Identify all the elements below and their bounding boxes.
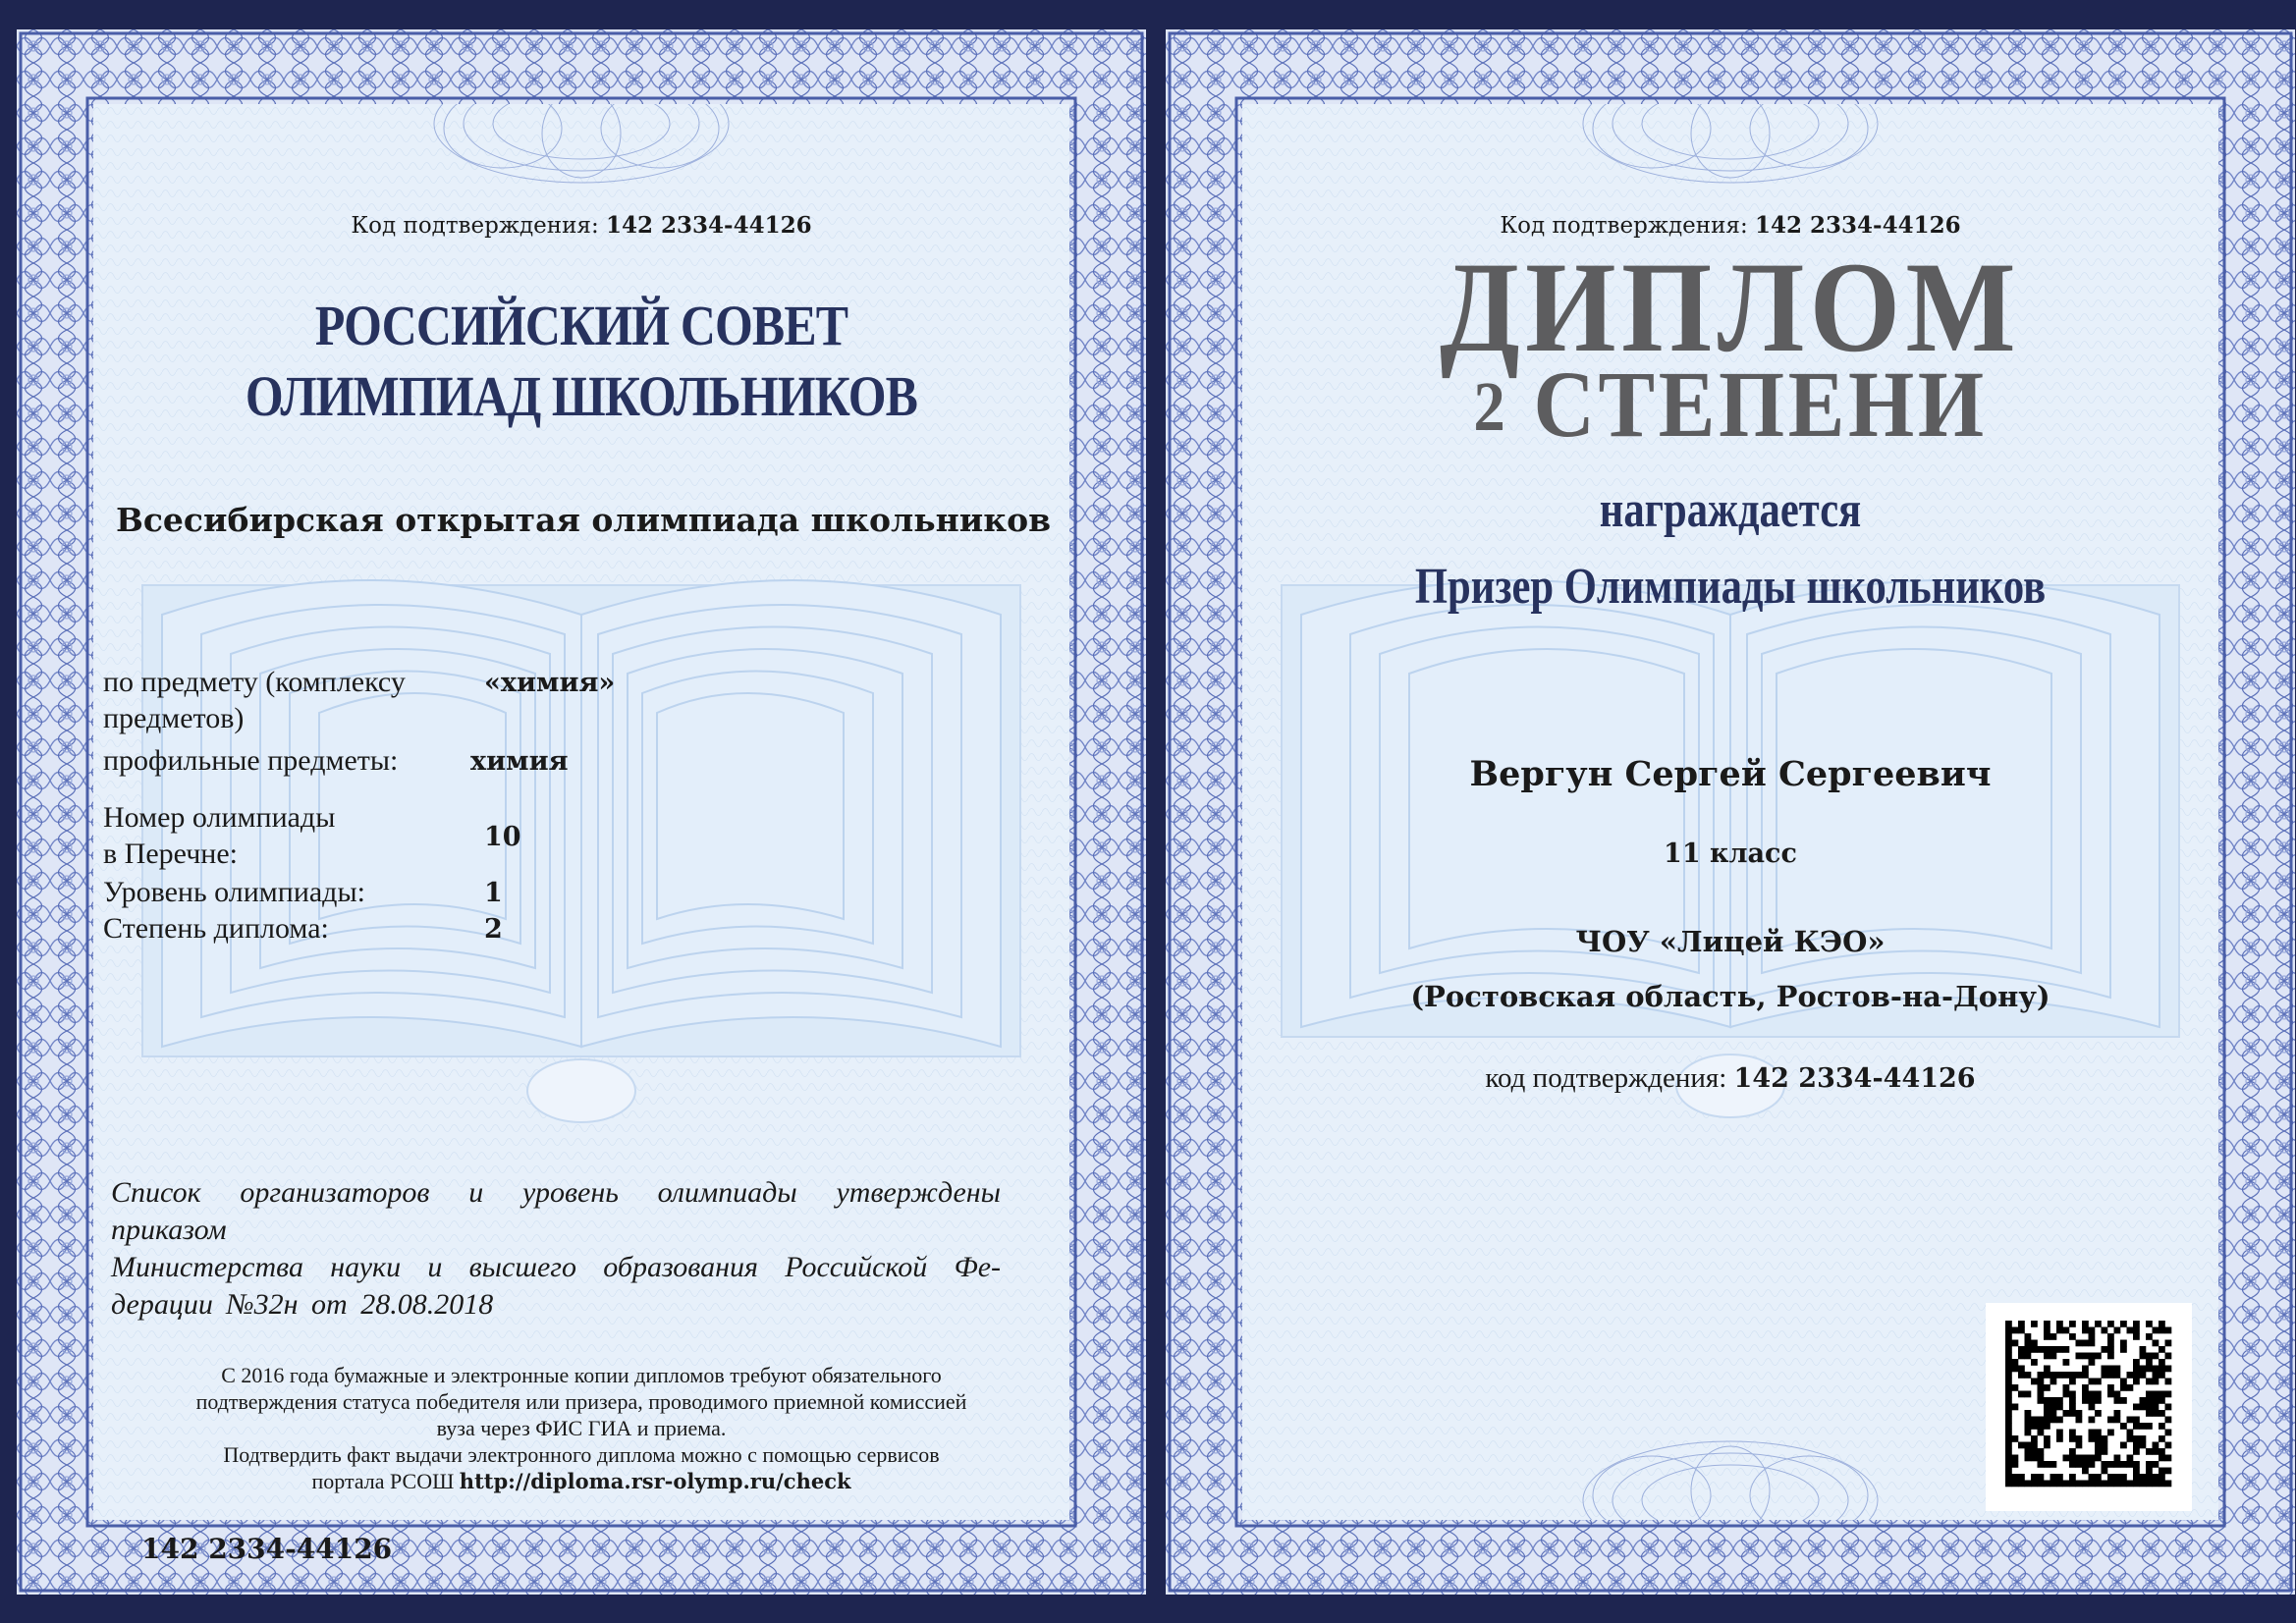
small-line4: Подтвердить факт выдачи электронного диплома можно с помощью сервисов — [223, 1442, 940, 1467]
verification-code-line — [1242, 1062, 2218, 1095]
confirmation-label: Код подтверждения: — [351, 213, 599, 239]
left-diploma-page — [17, 29, 1146, 1595]
confirmation-code-line — [93, 212, 1069, 239]
subject-label-line1: по предмету (комплексу — [103, 666, 406, 698]
small-line1: С 2016 года бумажные и электронные копии дипломов требуют обязательного — [221, 1363, 942, 1387]
small-line3: вуза через ФИС ГИА и приема. — [436, 1416, 727, 1440]
region: (Ростовская область, Ростов-на-Дону) — [1410, 980, 2050, 1013]
awarded-label: награждается — [1599, 482, 1862, 538]
council-title — [162, 291, 1002, 432]
person-name: Вергун Сергей Сергеевич — [1469, 754, 1992, 794]
code-label: код подтверждения: — [1485, 1062, 1727, 1094]
bottom-code: 142 2334-44126 — [141, 1533, 393, 1565]
school: ЧОУ «Лицей КЭО» — [1575, 925, 1886, 958]
verification-note — [93, 1362, 1069, 1494]
degree-label: Степень диплома: — [103, 912, 329, 945]
subject-value: «химия» — [484, 668, 616, 698]
grade: 11 класс — [1664, 839, 1797, 869]
small-line5 — [93, 1468, 1069, 1494]
level-value: 1 — [484, 878, 503, 908]
right-diploma-page — [1166, 29, 2295, 1595]
diploma-inner-area — [93, 104, 1069, 1520]
number-label — [103, 799, 335, 872]
degree-word: СТЕПЕНИ — [1533, 352, 1988, 457]
note-line3: Министерства науки и высшего образования Российской Фе- — [111, 1251, 1001, 1283]
subject-label — [103, 664, 406, 736]
code-value: 142 2334-44126 — [1733, 1063, 1976, 1094]
council-title-line2: ОЛИМПИАД ШКОЛЬНИКОВ — [245, 364, 918, 428]
subject-label-line2: предметов) — [103, 702, 245, 734]
note-line1: Список организаторов и уровень олимпиады утверждены — [111, 1176, 1001, 1209]
degree-number: 2 — [1473, 367, 1509, 446]
check-link[interactable]: http://diploma.rsr-olymp.ru/check — [459, 1469, 851, 1493]
small-line2: подтверждения статуса победителя или призера, проводимого приемной комиссией — [195, 1389, 967, 1414]
olympiad-name: Всесибирская открытая олимпиада школьников — [115, 501, 1052, 539]
small-line5-prefix: портала РСОШ — [311, 1469, 455, 1493]
diploma-degree — [1291, 352, 2170, 457]
award-status: Призер Олимпиады школьников — [1414, 559, 2047, 615]
profile-label: профильные предметы: — [103, 744, 399, 777]
number-label-line1: Номер олимпиады — [103, 801, 336, 834]
profile-value: химия — [470, 746, 569, 777]
council-title-line1: РОССИЙСКИЙ СОВЕТ — [314, 294, 848, 357]
datamatrix-icon — [1986, 1303, 2192, 1511]
confirmation-label: Код подтверждения: — [1500, 213, 1748, 239]
note-line2: приказом — [111, 1214, 227, 1246]
confirmation-code: 142 2334-44126 — [606, 212, 812, 239]
level-label: Уровень олимпиады: — [103, 876, 365, 908]
confirmation-code: 142 2334-44126 — [1755, 212, 1961, 239]
note-line4: дерации №32н от 28.08.2018 — [111, 1288, 494, 1321]
ministry-note — [111, 1174, 1001, 1324]
degree-value: 2 — [484, 914, 503, 945]
number-value: 10 — [484, 822, 521, 852]
diploma-title: ДИПЛОМ — [1439, 235, 2022, 379]
number-label-line2: в Перечне: — [103, 838, 239, 870]
datamatrix-code — [1986, 1303, 2192, 1511]
